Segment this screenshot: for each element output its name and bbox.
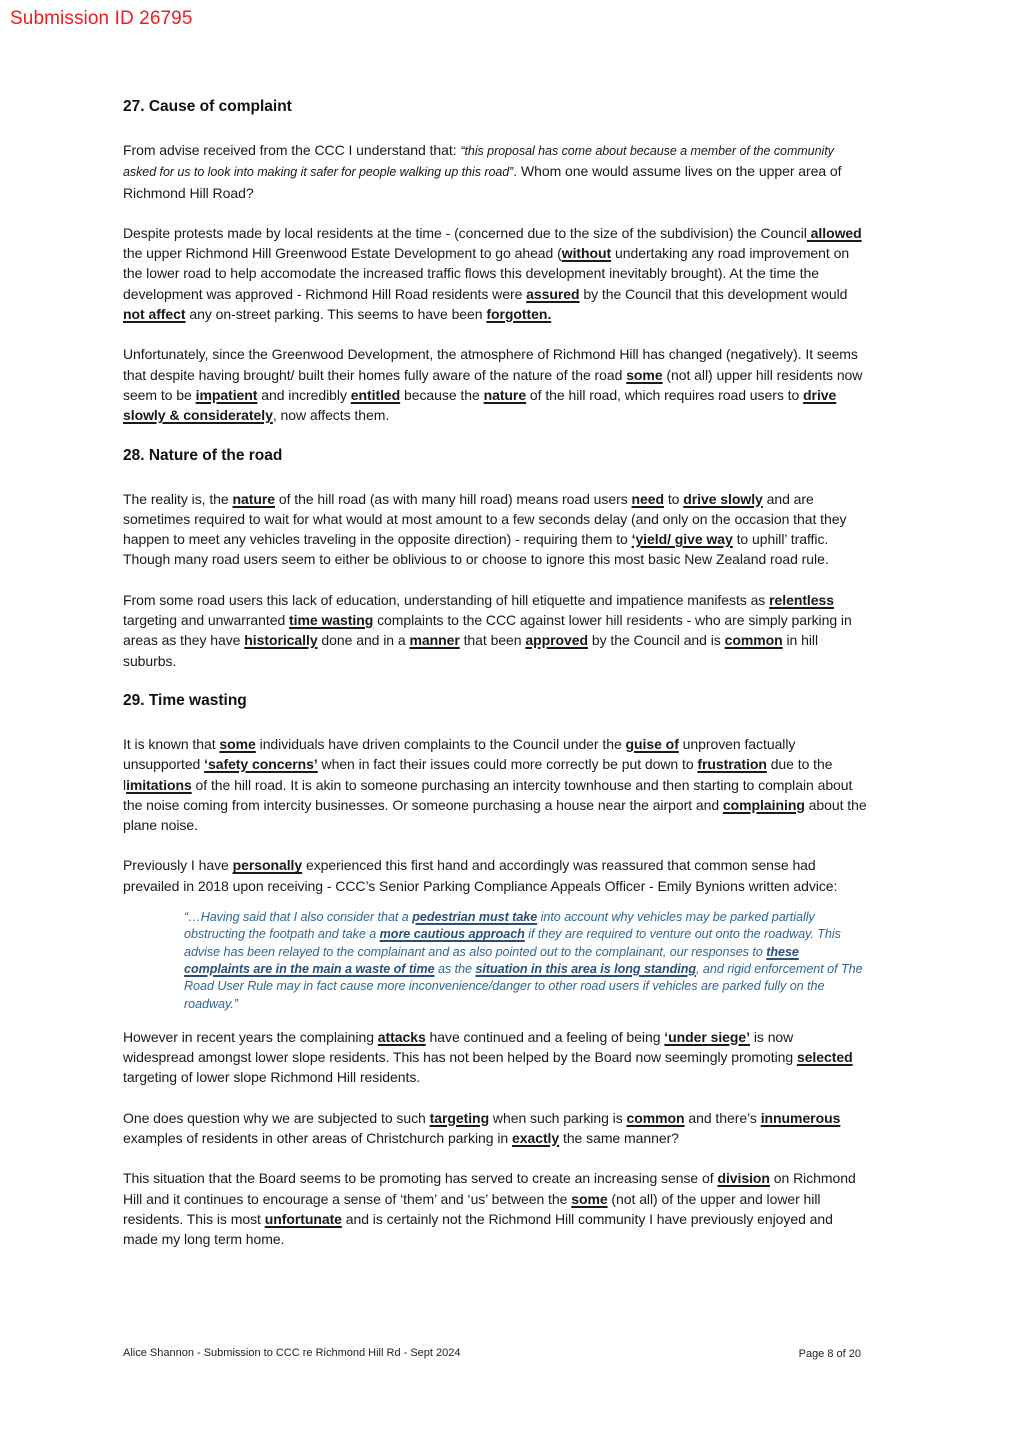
emphasis: historically — [244, 632, 318, 649]
document-page — [123, 96, 868, 1249]
emphasis: assured — [526, 285, 580, 302]
emphasis: need — [631, 490, 664, 507]
paragraph: One does question why we are subjected to such targeting when such parking is common and there’s innumerous examples of residents in other areas of Christchurch parking in exactly the same manner? — [123, 1109, 841, 1146]
emphasis: manner — [409, 632, 460, 649]
emphasis: some — [219, 735, 256, 752]
submission-id: Submission ID 26795 — [10, 8, 193, 29]
emphasis: guise of — [625, 735, 679, 752]
emphasis: nature — [483, 386, 527, 403]
emphasis: ‘yield/ give way — [631, 531, 733, 548]
emphasis: common — [724, 632, 783, 649]
emphasis: imitations — [126, 776, 192, 793]
paragraph: Previously I have personally experienced this first hand and accordingly was reassured that common sense had prevailed in 2018 upon receiving - CCC’s Senior Parking Compliance Appeals Officer - Emily Bynions written advice: — [123, 857, 838, 894]
page-footer — [123, 1347, 861, 1359]
paragraph: However in recent years the complaining attacks have continued and a feeling of being ‘under siege’ is now widespread amongst lower slope residents. This has not been helped by the Board now seemingly promoting selected targeting of lower slope Richmond Hill residents. — [123, 1028, 853, 1086]
emphasis: unfortunate — [264, 1210, 342, 1227]
paragraph: Despite protests made by local residents at the time - (concerned due to the size of the subdivision) the Council allowed the upper Richmond Hill Greenwood Estate Development to go ahead (without undertaking any road improvement on the lower road to help accomodate the increased traffic flows this development inevitably brought). At the time the development was approved - Richmond Hill Road residents were assured by the Council that this development would not affect any on-street parking. This seems to have been forgotten. — [123, 224, 862, 323]
emphasis: approved — [525, 632, 588, 649]
emphasis: personally — [232, 857, 303, 874]
emphasis: ‘under siege’ — [664, 1028, 750, 1045]
emphasis: more cautious approach — [379, 927, 525, 942]
emphasis: not affect — [123, 306, 186, 323]
paragraph: The reality is, the nature of the hill road (as with many hill road) means road users need to drive slowly and are sometimes required to wait for what would at most amount to a few seconds delay (and only on the occasion that they happen to meet any vehicles traveling in the opposite direction) - requiring them to ‘yield/ give way to uphill’ traffic. Though many road users seem to either be oblivious to or choose to ignore this most basic New Zealand road rule. — [123, 490, 847, 568]
paragraph: It is known that some individuals have driven complaints to the Council under the guise of unproven factually unsupported ‘safety concerns’ when in fact their issues could more correctly be put down to frustration due to the limitations of the hill road. It is akin to someone purchasing an intercity townhouse and then starting to complain about the noise coming from intercity businesses. Or someone purchasing a house near the airport and complaining about the plane noise. — [123, 735, 867, 834]
emphasis: nature — [232, 490, 275, 507]
emphasis: innumerous — [760, 1109, 841, 1126]
section-heading-27: 27. Cause of complaint — [123, 98, 292, 115]
emphasis: division — [717, 1170, 770, 1187]
section-heading-29: 29. Time wasting — [123, 691, 247, 709]
emphasis: drive slowly & considerately — [123, 386, 837, 424]
paragraph: This situation that the Board seems to be promoting has served to create an increasing sense of division on Richmond Hill and it continues to encourage a sense of ‘them’ and ‘us’ between the some (not all) of the upper and lower hill residents. This is most unfortunate and is certainly not the Richmond Hill community I have previously enjoyed and made my long term home. — [123, 1170, 856, 1248]
block-quote: “…Having said that I also consider that a pedestrian must take into account why vehicles may be parked partially obstructing the footpath and take a more cautious approach if they are required to venture out onto the roadway. This advise has been relayed to the complainant and as also pointed out to the complainant, our responses to these complaints are in the main a waste of time as the situation in this area is long standing, and rigid enforcement of The Road User Rule may in fact cause more inconvenience/danger to other road users if vehicles are parked fully on the roadway.” — [184, 910, 863, 1011]
paragraph: Unfortunately, since the Greenwood Development, the atmosphere of Richmond Hill has changed (negatively). It seems that despite having brought/ built their homes fully aware of the nature of the road some (not all) upper hill residents now seem to be impatient and incredibly entitled because the nature of the hill road, which requires road users to drive slowly & considerately, now affects them. — [123, 346, 863, 424]
emphasis: forgotten. — [486, 306, 552, 323]
emphasis: impatient — [195, 386, 258, 403]
emphasis: frustration — [697, 756, 767, 773]
section-heading-28: 28. Nature of the road — [123, 446, 283, 464]
paragraph: From advise received from the CCC I understand that: “this proposal has come about because a member of the community asked for us to look into making it safer for people walking up this road”. Whom one would assume lives on the upper area of Richmond Hill Road? — [123, 142, 842, 201]
emphasis: exactly — [512, 1129, 560, 1146]
emphasis: these complaints are in the main a waste of time — [184, 944, 799, 976]
emphasis: attacks — [377, 1028, 426, 1045]
emphasis: relentless — [769, 591, 834, 608]
emphasis: some — [571, 1190, 608, 1207]
emphasis: selected — [796, 1049, 853, 1066]
emphasis: drive slowly — [683, 490, 763, 507]
emphasis: allowed — [806, 224, 862, 241]
emphasis: time wasting — [289, 612, 374, 629]
footer-author-title: Alice Shannon - Submission to CCC re Richmond Hill Rd - Sept 2024 — [123, 1347, 461, 1359]
emphasis: entitled — [350, 386, 401, 403]
emphasis: without — [561, 245, 612, 262]
page-number: Page 8 of 20 — [798, 1348, 861, 1360]
emphasis: some — [626, 366, 663, 383]
emphasis: targeting — [429, 1109, 490, 1126]
emphasis: complaining — [722, 796, 805, 813]
emphasis: pedestrian must take — [412, 910, 538, 925]
emphasis: common — [626, 1109, 685, 1126]
emphasis: ‘safety concerns’ — [204, 756, 318, 773]
emphasis: situation in this area is long standing — [475, 961, 697, 976]
paragraph: From some road users this lack of education, understanding of hill etiquette and impatience manifests as relentless targeting and unwarranted time wasting complaints to the CCC against lower hill residents - who are simply parking in areas as they have historically done and in a manner that been approved by the Council and is common in hill suburbs. — [123, 591, 852, 669]
inline-quote: “this proposal has come about because a member of the community asked for us to look into making it safer for people walking up this road” — [123, 144, 834, 180]
